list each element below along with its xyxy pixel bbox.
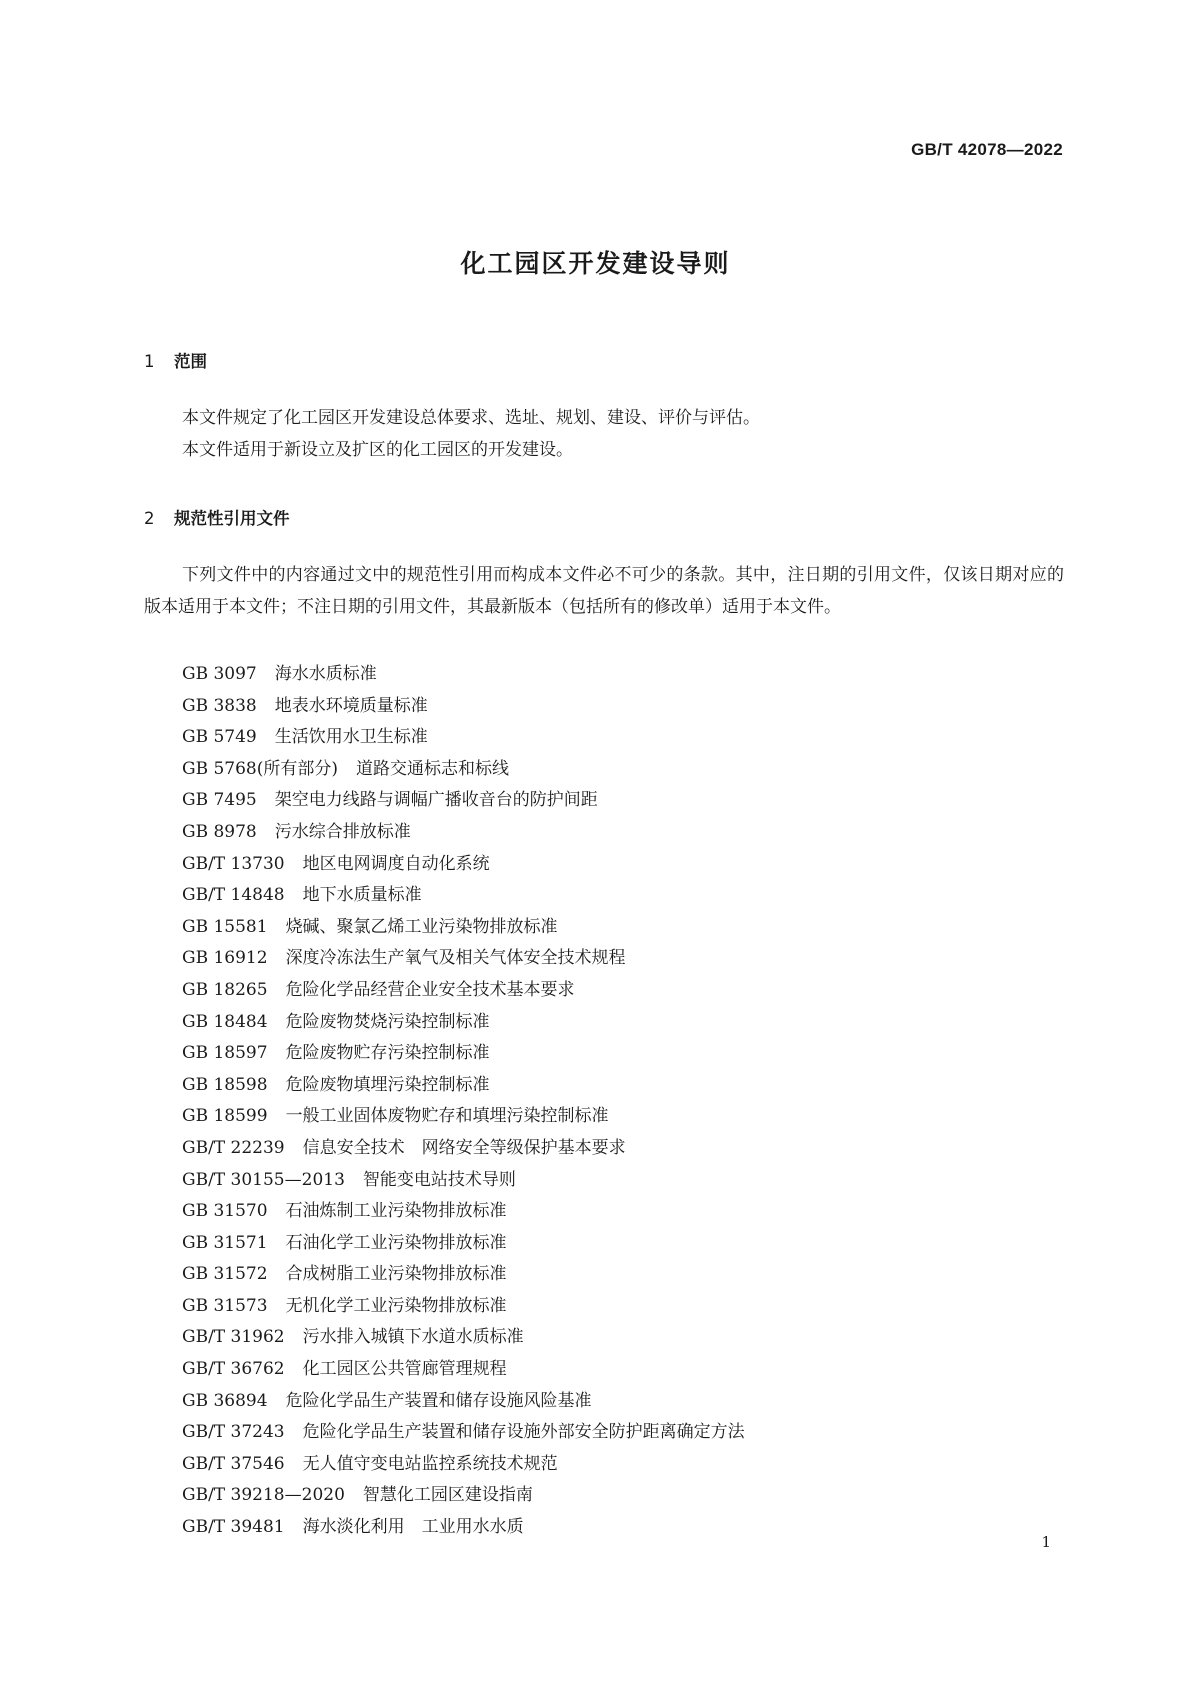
reference-item [182,1165,745,1197]
reference-code: GB/T 39218—2020 [182,1485,345,1506]
reference-title: 危险废物填埋污染控制标准 [285,1074,490,1095]
reference-title: 危险化学品生产装置和储存设施风险基准 [285,1390,592,1411]
scope-paragraph-2: 本文件适用于新设立及扩区的化工园区的开发建设。 [182,439,573,460]
standard-code: GB/T 42078—2022 [911,140,1063,159]
reference-item [182,975,745,1007]
reference-code: GB 3838 [182,695,257,716]
reference-list [182,659,745,1544]
reference-item [182,1417,745,1449]
section-title: 范围 [174,352,207,371]
reference-code: GB 15581 [182,916,268,937]
reference-code: GB 7495 [182,790,257,811]
reference-title: 烧碱、聚氯乙烯工业污染物排放标准 [285,916,558,937]
reference-title: 一般工业固体废物贮存和填埋污染控制标准 [285,1106,609,1127]
reference-item [182,1070,745,1102]
reference-title: 无人值守变电站监控系统技术规范 [302,1453,558,1474]
reference-code: GB 36894 [182,1390,268,1411]
reference-title: 石油化学工业污染物排放标准 [285,1232,507,1253]
reference-code: GB 3097 [182,664,257,684]
reference-code: GB/T 22239 [182,1137,285,1158]
reference-title: 地表水环境质量标准 [274,695,428,716]
reference-code: GB 16912 [182,948,268,969]
scope-paragraph-1: 本文件规定了化工园区开发建设总体要求、选址、规划、建设、评价与评估。 [182,408,760,428]
reference-item [182,754,745,786]
reference-title: 污水综合排放标准 [274,821,411,842]
reference-title: 智能变电站技术导则 [362,1169,516,1190]
reference-code: GB/T 14848 [182,885,285,906]
reference-item [182,1480,745,1512]
reference-item [182,912,745,944]
reference-code: GB 18598 [182,1074,268,1095]
reference-item [182,659,745,691]
section-number: 1 [144,352,155,371]
reference-title: 海水淡化利用 工业用水水质 [302,1517,524,1538]
reference-title: 信息安全技术 网络安全等级保护基本要求 [302,1137,626,1158]
reference-title: 生活饮用水卫生标准 [274,727,428,748]
document-title: 化工园区开发建设导则 [460,249,731,278]
reference-title: 海水水质标准 [274,664,377,684]
reference-code: GB 5749 [182,727,257,748]
reference-code: GB 18599 [182,1106,268,1127]
section-heading-scope [144,348,207,372]
reference-item [182,880,745,912]
references-intro-paragraph: 下列文件中的内容通过文中的规范性引用而构成本文件必不可少的条款。其中，注日期的引用文件，仅该日期对应的版本适用于本文件；不注日期的引用文件，其最新版本（包括所有的修改单）适用于本文件。 [144,565,1064,617]
page-number: 1 [1041,1533,1051,1551]
reference-code: GB/T 37243 [182,1422,285,1443]
reference-code: GB 31570 [182,1201,268,1222]
reference-item [182,1449,745,1481]
reference-code: GB 18265 [182,979,268,1000]
reference-title: 深度冷冻法生产氧气及相关气体安全技术规程 [285,948,626,969]
reference-code: GB 5768(所有部分) [182,758,339,779]
reference-item [182,1291,745,1323]
reference-code: GB/T 30155—2013 [182,1169,345,1190]
reference-item [182,1228,745,1260]
reference-item [182,1101,745,1133]
reference-title: 危险废物贮存污染控制标准 [285,1043,490,1064]
section-heading-normative-references [144,505,290,529]
reference-item [182,1386,745,1418]
reference-title: 危险化学品经营企业安全技术基本要求 [285,979,575,1000]
reference-title: 地下水质量标准 [302,885,422,906]
reference-code: GB/T 31962 [182,1327,285,1348]
reference-item [182,1038,745,1070]
reference-item [182,1259,745,1291]
reference-item [182,1512,745,1544]
reference-item [182,817,745,849]
reference-item [182,722,745,754]
reference-code: GB/T 37546 [182,1453,285,1474]
reference-item [182,849,745,881]
reference-code: GB 31571 [182,1232,268,1253]
reference-code: GB 8978 [182,821,257,842]
reference-item [182,691,745,723]
reference-title: 石油炼制工业污染物排放标准 [285,1201,507,1222]
reference-title: 化工园区公共管廊管理规程 [302,1359,507,1380]
reference-item [182,1354,745,1386]
reference-title: 合成树脂工业污染物排放标准 [285,1264,507,1285]
reference-title: 污水排入城镇下水道水质标准 [302,1327,524,1348]
reference-title: 无机化学工业污染物排放标准 [285,1295,507,1316]
reference-code: GB 31572 [182,1264,268,1285]
reference-code: GB/T 39481 [182,1517,285,1538]
reference-code: GB 31573 [182,1295,268,1316]
scope-body [144,403,1064,466]
reference-code: GB 18597 [182,1043,268,1064]
reference-item [182,1196,745,1228]
reference-item [182,1007,745,1039]
reference-item [182,1322,745,1354]
reference-code: GB/T 13730 [182,853,285,874]
reference-item [182,1133,745,1165]
reference-title: 智慧化工园区建设指南 [362,1485,533,1506]
reference-title: 危险化学品生产装置和储存设施外部安全防护距离确定方法 [302,1422,745,1443]
section-title: 规范性引用文件 [174,509,290,528]
reference-title: 地区电网调度自动化系统 [302,853,490,874]
reference-item [182,785,745,817]
reference-item [182,943,745,975]
section-number: 2 [144,509,155,528]
reference-title: 危险废物焚烧污染控制标准 [285,1011,490,1032]
reference-title: 架空电力线路与调幅广播收音台的防护间距 [274,790,598,811]
reference-code: GB 18484 [182,1011,268,1032]
reference-title: 道路交通标志和标线 [356,758,510,779]
reference-code: GB/T 36762 [182,1359,285,1380]
